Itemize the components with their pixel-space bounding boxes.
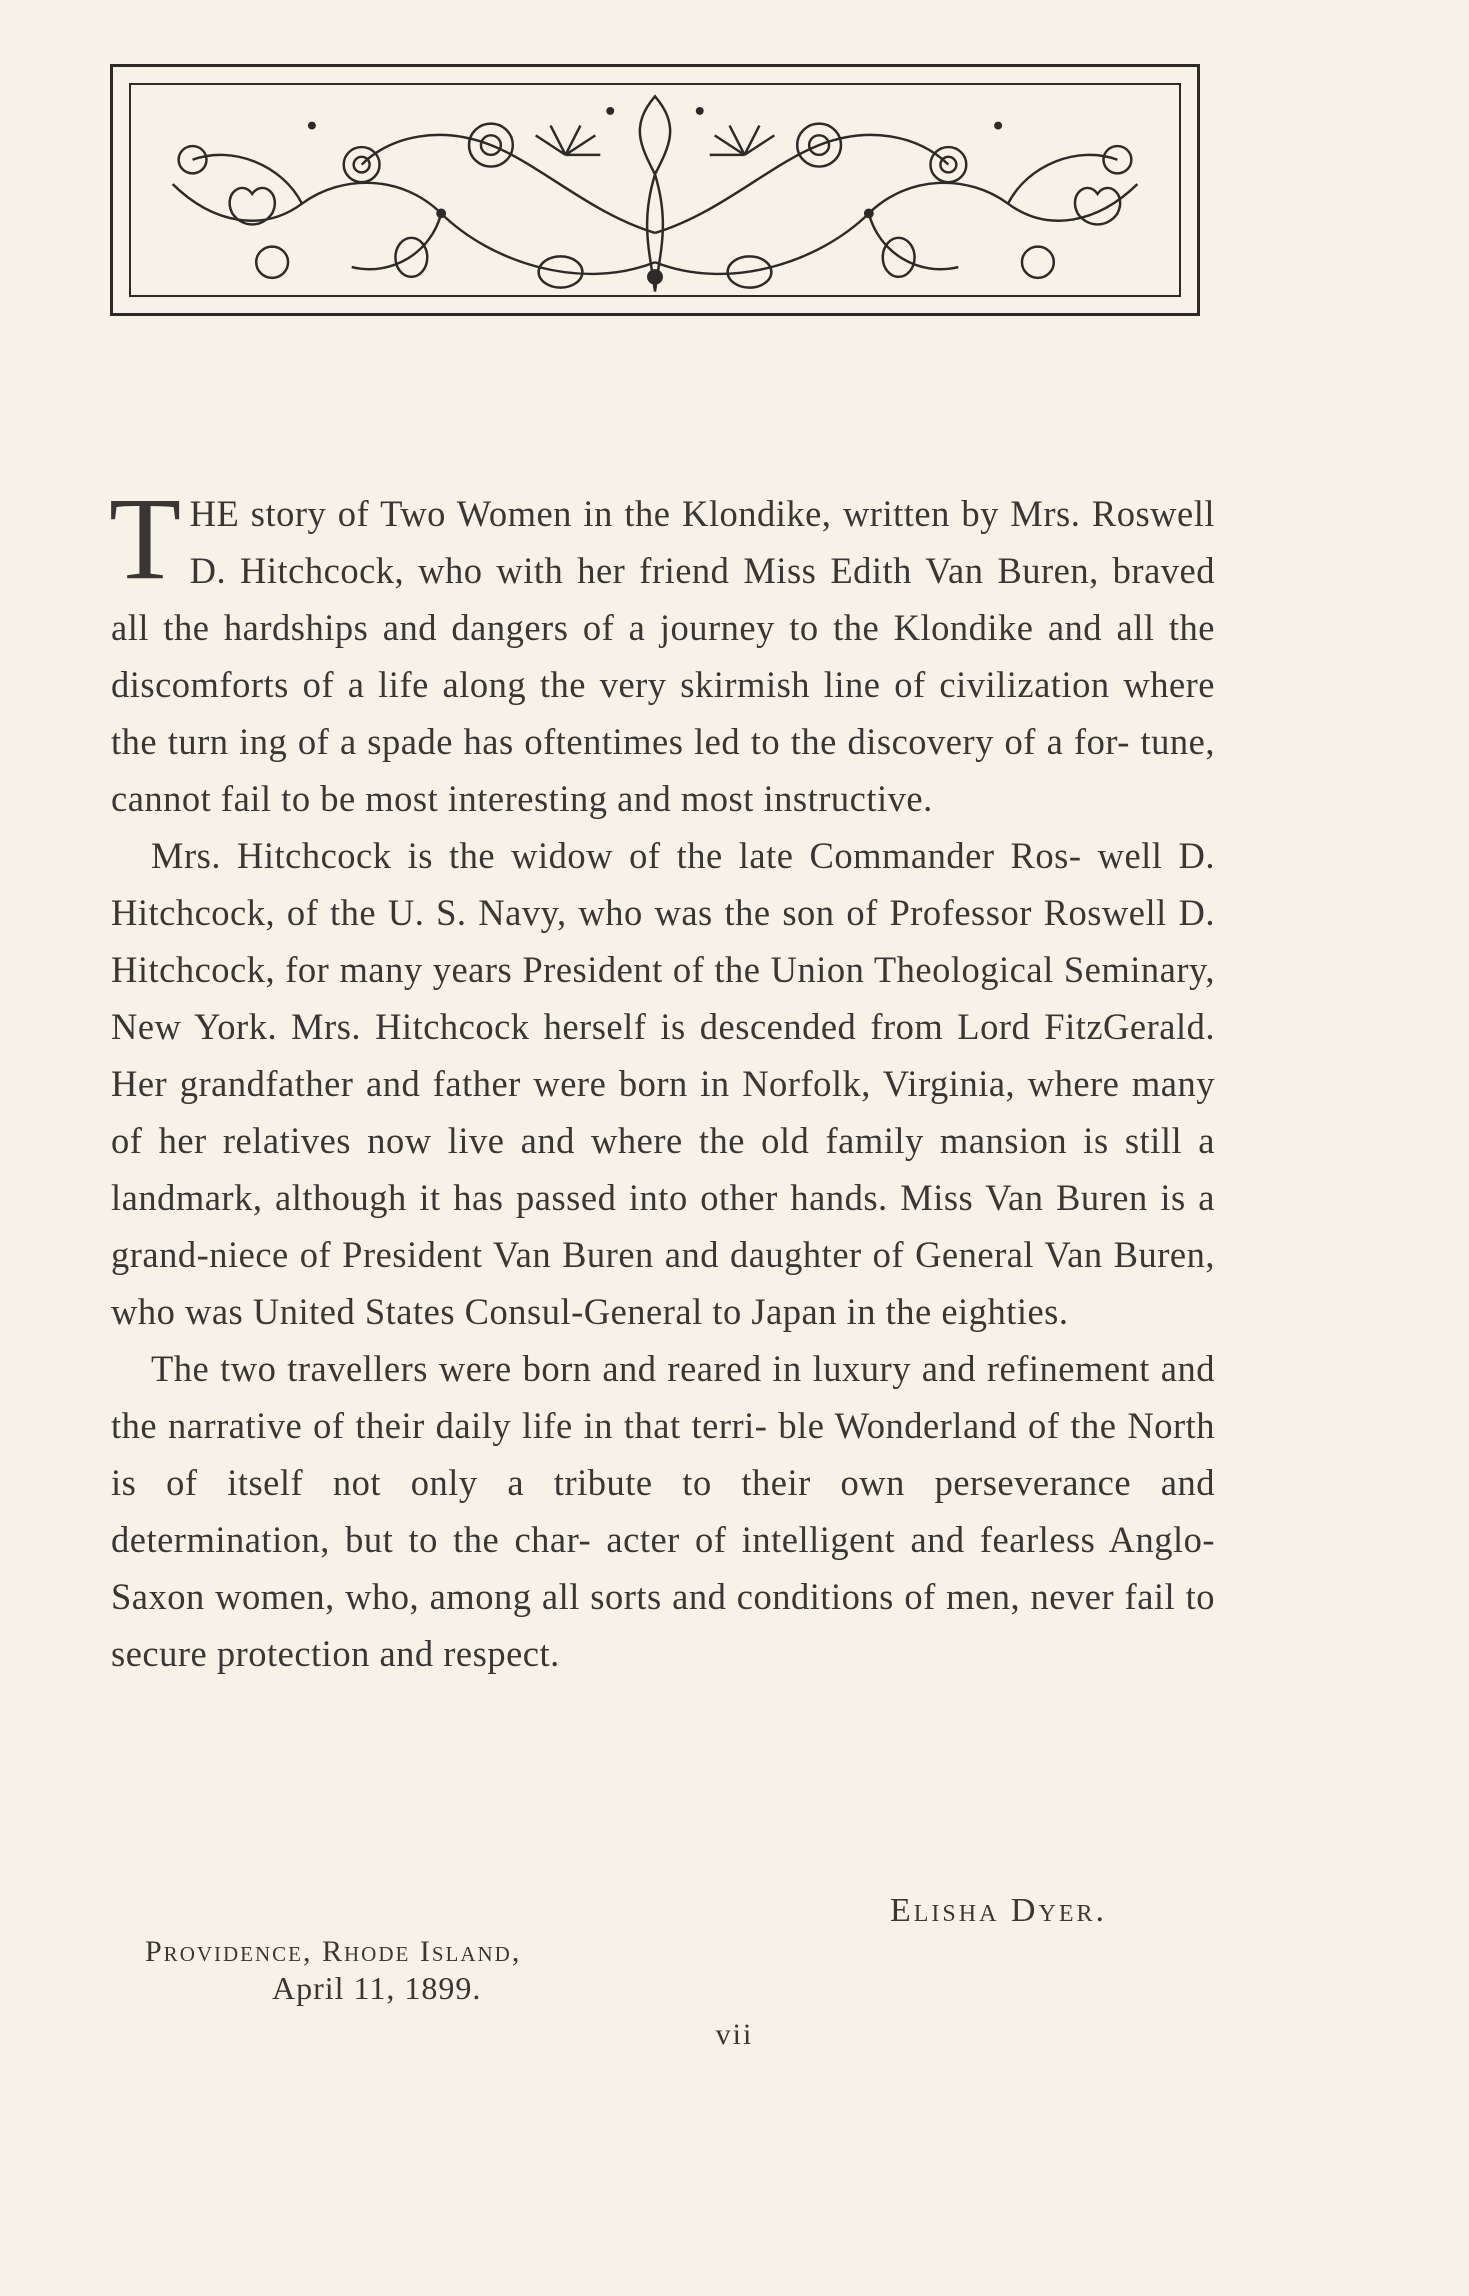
page-number: vii (715, 2018, 754, 2051)
paragraph-2: Mrs. Hitchcock is the widow of the late Commander Ros- well D. Hitchcock, of the U. S. Navy, who was the son of Professor Roswell D. Hitchcock, for many years President of the Union Theological Seminary, New York. Mrs. Hitchcock herself is descended from Lord FitzGerald. Her grandfather and father were born in Norfolk, Virginia, where many of her relatives now live and where the old family mansion is still a landmark, although it has passed into other hands. Miss Van Buren is a grand-niece of President Van Buren and daughter of General Van Buren, who was United States Consul-General to Japan in the eighties. (111, 835, 1215, 1332)
ornamental-headpiece (110, 64, 1200, 316)
paragraph-1-text: HE story of Two Women in the Klondike, written by Mrs. Roswell D. Hitchcock, who with her friend Miss Edith Van Buren, braved all the hardships and dangers of a journey to the Klondike and all the discomforts of a life along the very skirmish line of civilization where the turn ing of a spade has oftentimes led to the discovery of a for- tune, cannot fail to be most interesting and most instructive. (111, 493, 1215, 819)
date-line: April 11, 1899. (272, 1970, 482, 2006)
signature: Elisha Dyer. (890, 1892, 1107, 1929)
floral-ornament-icon (113, 67, 1197, 313)
preface-text (109, 473, 1215, 1682)
drop-cap: T (109, 473, 182, 604)
paragraph-3: The two travellers were born and reared in luxury and refinement and the narrative of their daily life in that terri- ble Wonderland of the North is of itself not only a tribute to their own perseverance and determination, but to the char- acter of intelligent and fearless Anglo-Saxon women, who, among all sorts and conditions of men, never fail to secure protection and respect. (111, 1348, 1215, 1674)
paragraph-1 (109, 473, 1215, 827)
place-line: Providence, Rhode Island, (145, 1935, 522, 1968)
